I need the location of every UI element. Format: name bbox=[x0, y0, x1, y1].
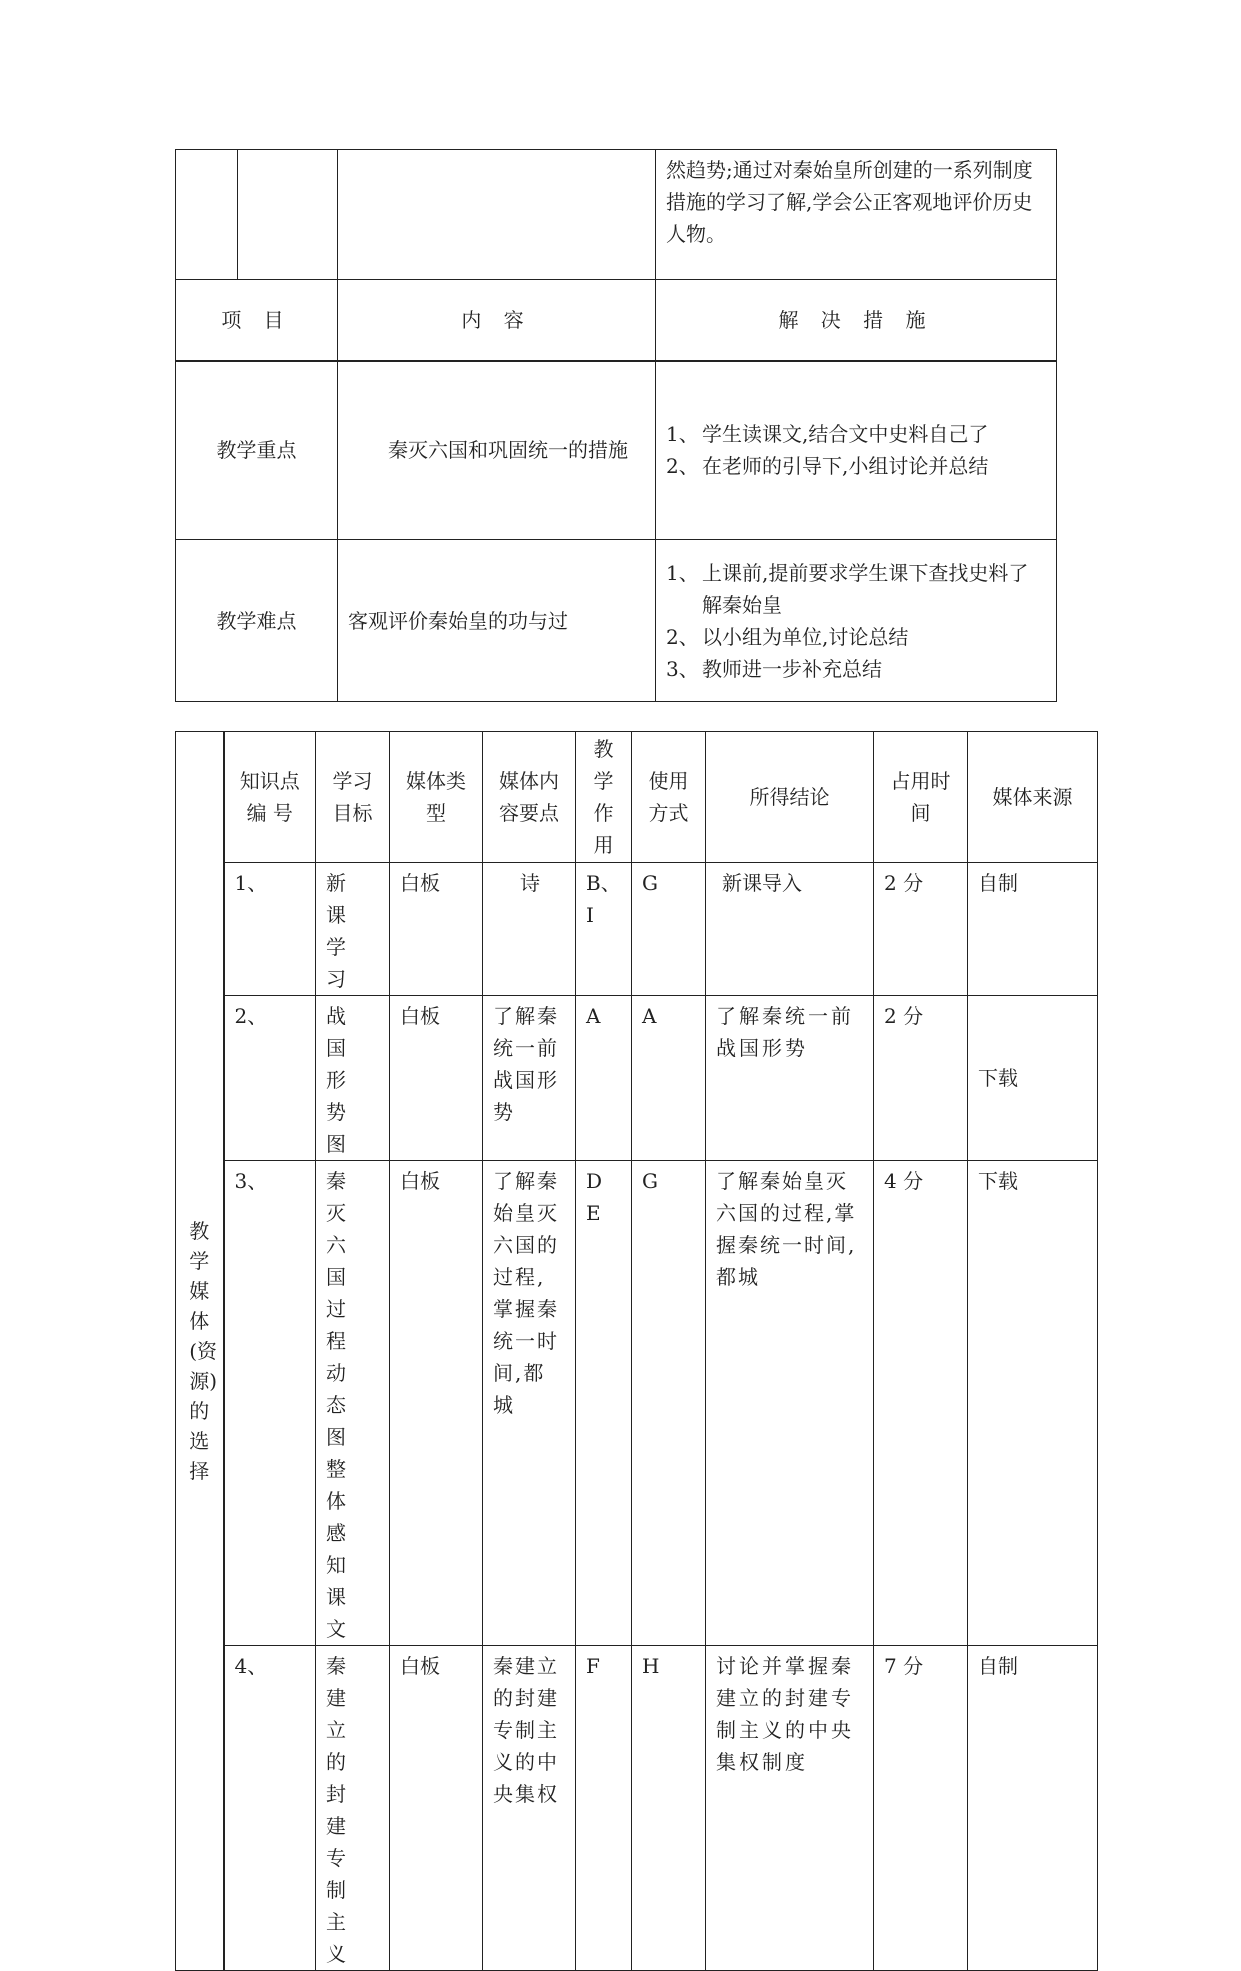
time: 2 分 bbox=[874, 996, 968, 1161]
measure-item: 1、 学生读课文,结合文中史料自己了 bbox=[666, 422, 989, 447]
header-teaching-role: 教学作用 bbox=[576, 732, 632, 863]
key-points-table bbox=[175, 149, 1057, 702]
media-type: 白板 bbox=[390, 863, 483, 996]
usage: G bbox=[632, 1161, 706, 1646]
difficulty-content: 客观评价秦始皇的功与过 bbox=[338, 540, 656, 702]
objective: 战国形势图 bbox=[316, 996, 390, 1161]
header-conclusion: 所得结论 bbox=[706, 732, 874, 863]
conclusion: 了解秦统一前战国形势 bbox=[706, 996, 874, 1161]
usage: H bbox=[632, 1646, 706, 1971]
media-points: 秦建立的封建专制主义的中央集权 bbox=[483, 1646, 576, 1971]
measure-item: 2、 以小组为单位,讨论总结 bbox=[666, 624, 909, 649]
key-point-row bbox=[176, 361, 1057, 540]
knowledge-no: 3、 bbox=[224, 1161, 316, 1646]
time: 4 分 bbox=[874, 1161, 968, 1646]
teaching-role: B、I bbox=[576, 863, 632, 996]
measure-item: 2、 在老师的引导下,小组讨论并总结 bbox=[666, 454, 989, 479]
media-selection-table bbox=[175, 731, 1098, 1971]
media-row bbox=[176, 863, 1098, 996]
empty-cell bbox=[176, 150, 238, 280]
objective-continuation-text: 然趋势;通过对秦始皇所创建的一系列制度措施的学习了解,学会公正客观地评价历史人物。 bbox=[656, 150, 1057, 280]
usage: G bbox=[632, 863, 706, 996]
teaching-role: D E bbox=[576, 1161, 632, 1646]
difficulty-row bbox=[176, 540, 1057, 702]
header-knowledge-no: 知识点编 号 bbox=[224, 732, 316, 863]
media-type: 白板 bbox=[390, 996, 483, 1161]
key-point-content: 秦灭六国和巩固统一的措施 bbox=[338, 361, 656, 540]
source: 下载 bbox=[968, 996, 1098, 1161]
teaching-role: F bbox=[576, 1646, 632, 1971]
key-point-measures bbox=[656, 361, 1057, 540]
media-type: 白板 bbox=[390, 1646, 483, 1971]
source: 自制 bbox=[968, 1646, 1098, 1971]
conclusion: 新课导入 bbox=[706, 863, 874, 996]
media-points: 诗 bbox=[483, 863, 576, 996]
header-usage: 使用方式 bbox=[632, 732, 706, 863]
knowledge-no: 1、 bbox=[224, 863, 316, 996]
media-header-row bbox=[176, 732, 1098, 863]
header-source: 媒体来源 bbox=[968, 732, 1098, 863]
continuation-row bbox=[176, 150, 1057, 280]
teaching-role: A bbox=[576, 996, 632, 1161]
objective: 新课学习 bbox=[316, 863, 390, 996]
media-row bbox=[176, 996, 1098, 1161]
header-row bbox=[176, 280, 1057, 361]
media-points: 了解秦始皇灭六国的过程,掌握秦统一时间,都城 bbox=[483, 1161, 576, 1646]
empty-cell bbox=[238, 150, 338, 280]
knowledge-no: 2、 bbox=[224, 996, 316, 1161]
media-row bbox=[176, 1161, 1098, 1646]
media-points: 了解秦统一前战国形势 bbox=[483, 996, 576, 1161]
key-point-label: 教学重点 bbox=[176, 361, 338, 540]
header-media-type: 媒体类型 bbox=[390, 732, 483, 863]
header-measures: 解 决 措 施 bbox=[656, 280, 1057, 361]
time: 7 分 bbox=[874, 1646, 968, 1971]
media-type: 白板 bbox=[390, 1161, 483, 1646]
header-media-points: 媒体内容要点 bbox=[483, 732, 576, 863]
time: 2 分 bbox=[874, 863, 968, 996]
measure-item: 3、 教师进一步补充总结 bbox=[666, 656, 882, 681]
objective: 秦灭六国过程动态图整体感知课文 bbox=[316, 1161, 390, 1646]
source: 自制 bbox=[968, 863, 1098, 996]
difficulty-label: 教学难点 bbox=[176, 540, 338, 702]
difficulty-measures bbox=[656, 540, 1057, 702]
media-row bbox=[176, 1646, 1098, 1971]
measure-item: 1、 上课前,提前要求学生课下查找史料了解秦始皇 bbox=[666, 560, 1029, 617]
header-objective: 学习目标 bbox=[316, 732, 390, 863]
source: 下载 bbox=[968, 1161, 1098, 1646]
media-side-label: 教学媒体(资源)的选择 bbox=[176, 732, 224, 1971]
header-time: 占用时间 bbox=[874, 732, 968, 863]
empty-cell bbox=[338, 150, 656, 280]
header-content: 内 容 bbox=[338, 280, 656, 361]
objective: 秦建立的封建专制主义 bbox=[316, 1646, 390, 1971]
knowledge-no: 4、 bbox=[224, 1646, 316, 1971]
conclusion: 讨论并掌握秦建立的封建专制主义的中央集权制度 bbox=[706, 1646, 874, 1971]
conclusion: 了解秦始皇灭六国的过程,掌握秦统一时间,都城 bbox=[706, 1161, 874, 1646]
header-item: 项 目 bbox=[176, 280, 338, 361]
usage: A bbox=[632, 996, 706, 1161]
